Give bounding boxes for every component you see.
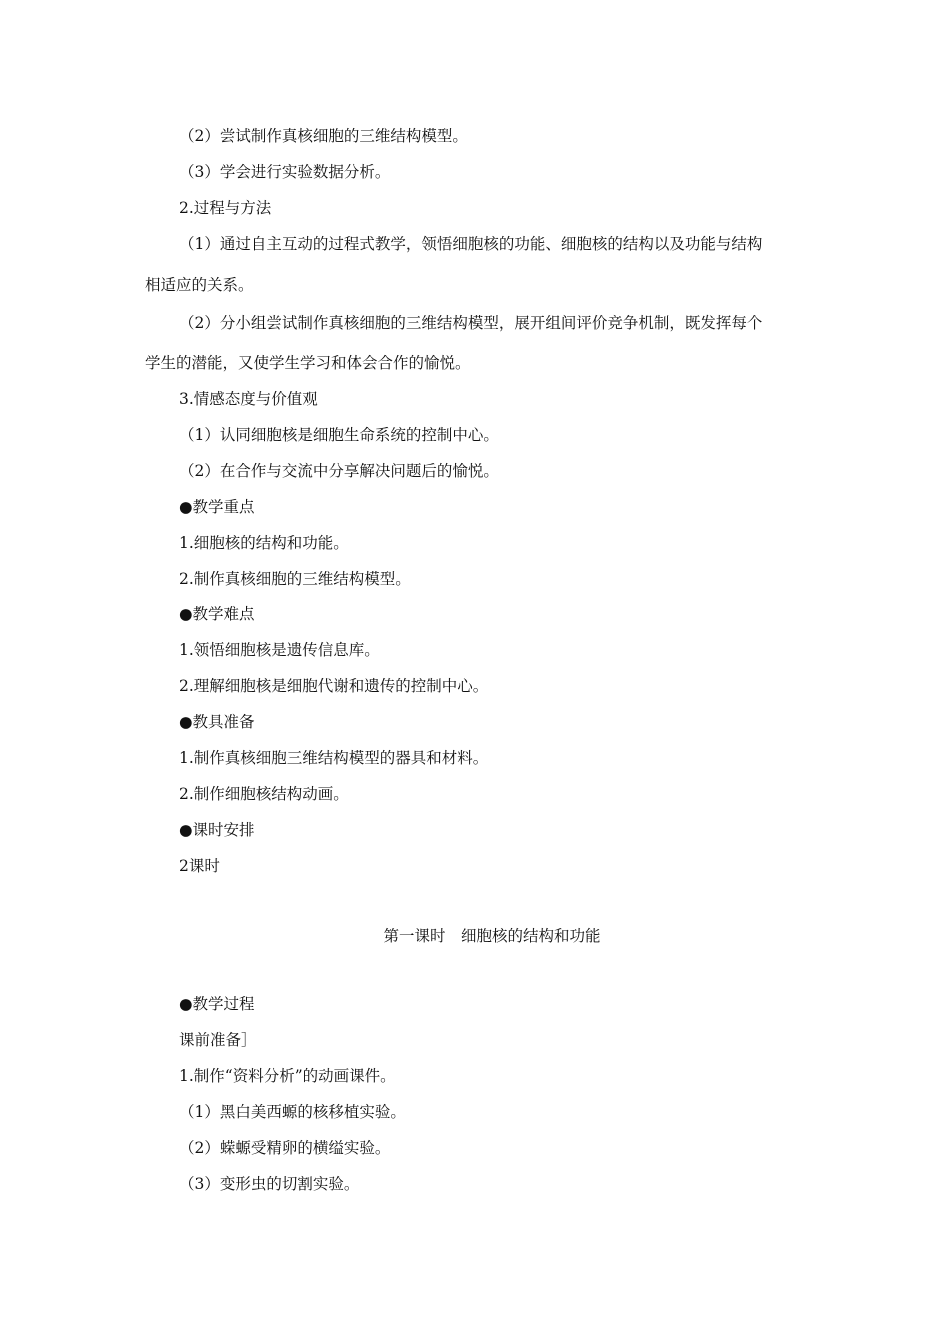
list-item: 1.细胞核的结构和功能。 (179, 534, 349, 552)
lesson-title: 第一课时 细胞核的结构和功能 (383, 927, 601, 945)
bullet-heading: ●课时安排 (179, 821, 255, 839)
list-item: 2课时 (179, 857, 220, 875)
list-item: （3）变形虫的切割实验。 (179, 1175, 360, 1193)
list-item: 2.理解细胞核是细胞代谢和遗传的控制中心。 (179, 677, 489, 695)
bullet-heading: ●教具准备 (179, 713, 255, 731)
objective-line: （2）尝试制作真核细胞的三维结构模型。 (179, 127, 468, 145)
section-heading: 3.情感态度与价值观 (179, 390, 318, 408)
objective-line: （2）在合作与交流中分享解决问题后的愉悦。 (179, 462, 499, 480)
list-item: 1.领悟细胞核是遗传信息库。 (179, 641, 380, 659)
bullet-heading: ●教学过程 (179, 995, 255, 1013)
objective-line: （3）学会进行实验数据分析。 (179, 163, 391, 181)
list-item: （1）黑白美西螈的核移植实验。 (179, 1103, 406, 1121)
paragraph-line: （2）分小组尝试制作真核细胞的三维结构模型，展开组间评价竞争机制，既发挥每个 (179, 314, 763, 332)
list-item: 2.制作细胞核结构动画。 (179, 785, 349, 803)
paragraph-line: 学生的潜能，又使学生学习和体会合作的愉悦。 (145, 354, 471, 372)
bullet-heading: ●教学重点 (179, 498, 255, 516)
list-item: 1.制作真核细胞三维结构模型的器具和材料。 (179, 749, 489, 767)
objective-line: （1）认同细胞核是细胞生命系统的控制中心。 (179, 426, 499, 444)
list-item: （2）蝾螈受精卵的横缢实验。 (179, 1139, 391, 1157)
subheading: 课前准备］ (179, 1031, 257, 1049)
paragraph-line: 相适应的关系。 (145, 276, 254, 294)
section-heading: 2.过程与方法 (179, 199, 272, 217)
bullet-heading: ●教学难点 (179, 605, 255, 623)
paragraph-line: （1）通过自主互动的过程式教学，领悟细胞核的功能、细胞核的结构以及功能与结构 (179, 235, 763, 253)
list-item: 2.制作真核细胞的三维结构模型。 (179, 570, 411, 588)
list-item: 1.制作“资料分析”的动画课件。 (179, 1067, 396, 1085)
